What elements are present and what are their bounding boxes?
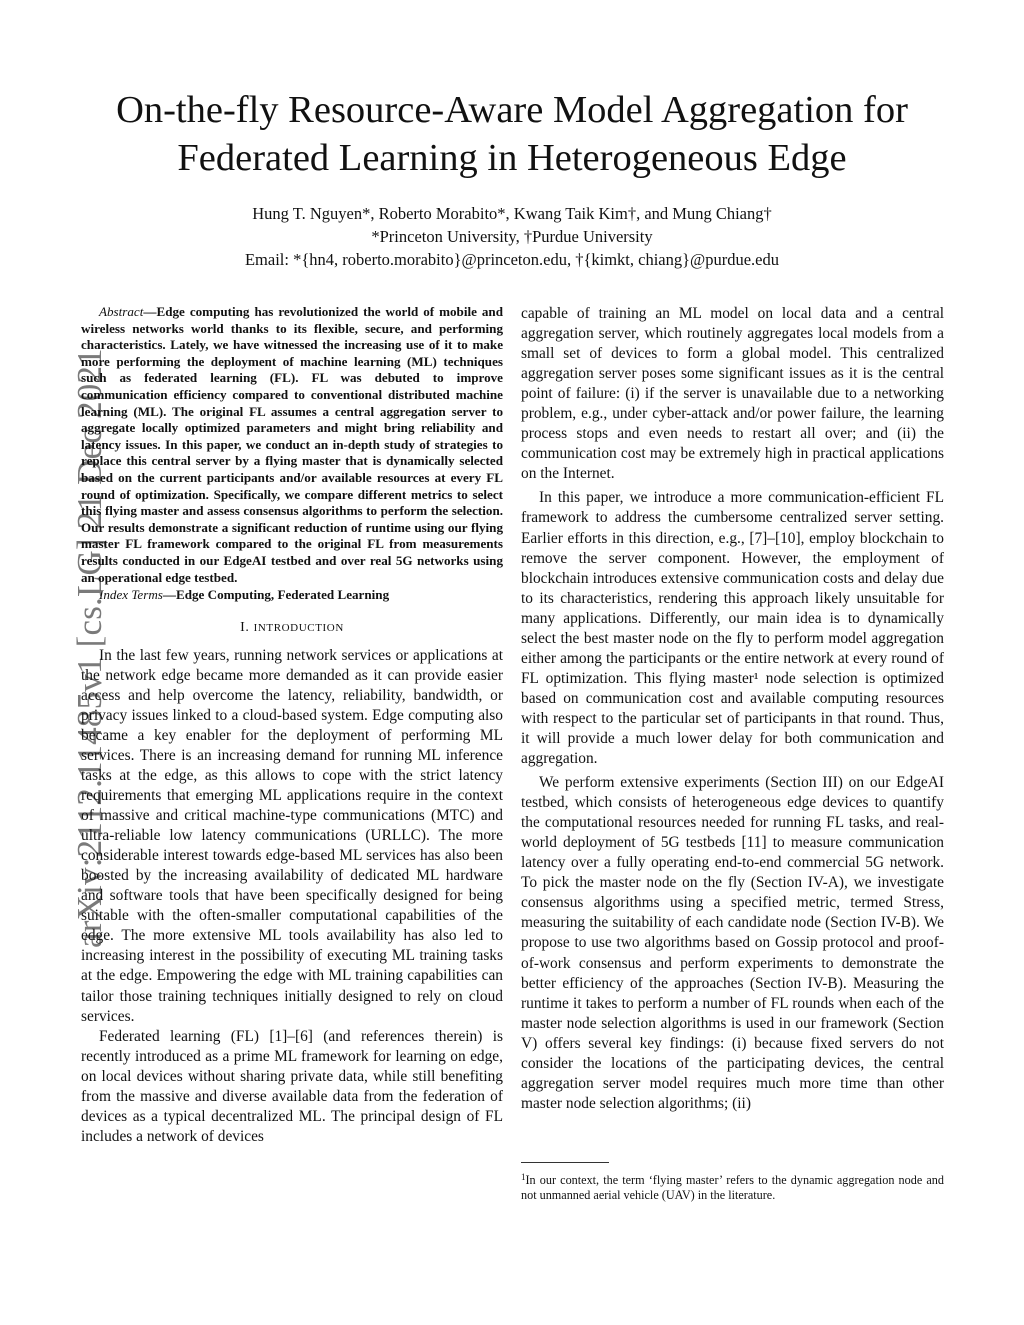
section-title: INTRODUCTION	[253, 621, 344, 634]
title-line-2: Federated Learning in Heterogeneous Edge	[177, 137, 847, 179]
title-line-1: On-the-fly Resource-Aware Model Aggregation for	[116, 89, 908, 131]
arxiv-identifier: arXiv:2112.11485v1 [cs.LG] 21 Dec 2021	[70, 348, 109, 948]
index-terms-label: Index Terms	[99, 587, 163, 603]
author-names: Hung T. Nguyen*, Roberto Morabito*, Kwang Taik Kim†, and Mung Chiang†	[252, 204, 772, 223]
author-block	[60, 202, 964, 271]
author-affiliations: *Princeton University, †Purdue University	[371, 227, 653, 246]
right-column	[521, 304, 944, 1114]
abstract	[81, 304, 503, 586]
intro-paragraph-4: In this paper, we introduce a more communication-efficient FL framework to address the cumbersome centralized server setting. Earlier efforts in this direction, e.g., [7]–[10], employ blockchain to remove the server component. However, the employment of blockchain introduces extensive communication costs and delay due to its characteristics, rendering this approach likely unsuitable for many applications. Differently, our main idea is to dynamically select the best master node on the fly to perform model aggregation either among the participants or the entire network at every round of FL optimization. This flying master¹ node selection is optimized based on communication cost and available computing resources with respect to the particular set of participants in that round. Thus, it will provide a much lower delay for both communication and aggregation.	[521, 489, 944, 768]
section-number: I.	[240, 619, 250, 635]
footnote-divider	[521, 1162, 609, 1163]
abstract-label: Abstract	[99, 304, 144, 319]
index-terms-text: —Edge Computing, Federated Learning	[162, 587, 390, 603]
section-heading-introduction	[81, 618, 503, 638]
footnote-mark: 1	[521, 1172, 526, 1182]
paper-title	[60, 86, 964, 182]
intro-paragraph-5: We perform extensive experiments (Section III) on our EdgeAI testbed, which consists of heterogeneous edge devices to quantify the computational resources needed for running FL tasks, and real-world deployment of 5G testbeds [11] to measure communication latency over a fully operating end-to-end commercial 5G network. To pick the master node on the fly (Section IV-A), we investigate consensus algorithms using a specified metric, termed Stress, measuring the suitability of each candidate node (Section IV-B). We propose to use two algorithms based on Gossip protocol and proof-of-work consensus and perform experiments to demonstrate the better efficiency of the approaches (Section IV-B). Measuring the runtime it takes to perform a number of FL rounds when each of the master node selection algorithms is used in our framework (Section V) offers several key findings: (i) because fixed servers do not consider the locations of the participating devices, the central aggregation server model requires much more time than other master node selection algorithms; (ii)	[521, 774, 944, 1112]
footnote	[521, 1170, 944, 1204]
left-column	[81, 304, 503, 1147]
intro-paragraph-1: In the last few years, running network services or applications at the network edge became more demanded as it can provide easier access and help overcome the latency, reliability, bandwidth, or privacy issues linked to a cloud-based system. Edge computing also became a key enabler for the deployment of performing ML services. There is an increasing demand for running ML inference tasks at the edge, as this allows to cope with the strict latency requirements that emerging ML applications require in the context of massive and critical machine-type communications (MTC) and ultra-reliable low latency communications (URLLC). The more considerable interest towards edge-based ML services has also been boosted by the increasing availability of dedicated ML hardware and software tools that have been specifically designed for being suitable with the often-smaller computational capabilities of the edge. The more extensive ML tools availability has also led to increasing interest in the possibility of executing ML training tasks at the edge. Empowering the edge with ML training capabilities can tailor those training techniques initially designed to rely on cloud services.	[81, 646, 503, 1025]
intro-paragraph-3: capable of training an ML model on local data and a central aggregation server, which routinely aggregates local models from a small set of devices to form a global model. This centralized aggregation server poses some significant issues as it is the central point of failure: (i) if the server is unavailable due to a networking problem, e.g., under cyber-attack and/or power failure, the learning process stops and even needs to restart all over; and (ii) the communication cost may be extremely high in practical applications on the Internet.	[521, 305, 944, 483]
footnote-text: In our context, the term ‘flying master’ refers to the dynamic aggregation node and not unmanned aerial vehicle (UAV) in the literature.	[521, 1173, 944, 1203]
author-emails: Email: *{hn4, roberto.morabito}@princeton.edu, †{kimkt, chiang}@purdue.edu	[244, 250, 780, 269]
arxiv-stamp	[30, 348, 109, 948]
index-terms	[81, 587, 503, 604]
intro-paragraph-2: Federated learning (FL) [1]–[6] (and references therein) is recently introduced as a prime ML framework for learning on edge, on local devices without sharing private data, while still benefiting from the massive and diverse available data from the federation of devices as a typical decentralized ML. The principal design of FL includes a network of devices	[81, 1027, 503, 1145]
abstract-text: —Edge computing has revolutionized the world of mobile and wireless networks world thanks to its flexible, secure, and performing characteristics. Lately, we have witnessed the increasing use of it to make more performing the deployment of machine learning (ML) techniques such as federated learning (FL). FL was debuted to improve communication efficiency compared to conventional distributed machine learning (ML). The original FL assumes a central aggregation server to aggregate locally optimized parameters and might bring reliability and latency issues. In this paper, we conduct an in-depth study of strategies to replace this central server by a flying master that is dynamically selected based on the current participants and/or available resources at every FL round of optimization. Specifically, we compare different metrics to select this flying master and assess consensus algorithms to perform the selection. Our results demonstrate a significant reduction of runtime using our flying master FL framework compared to the original FL from measurements results conducted in our EdgeAI testbed and over real 5G networks using an operational edge testbed.	[81, 304, 503, 585]
